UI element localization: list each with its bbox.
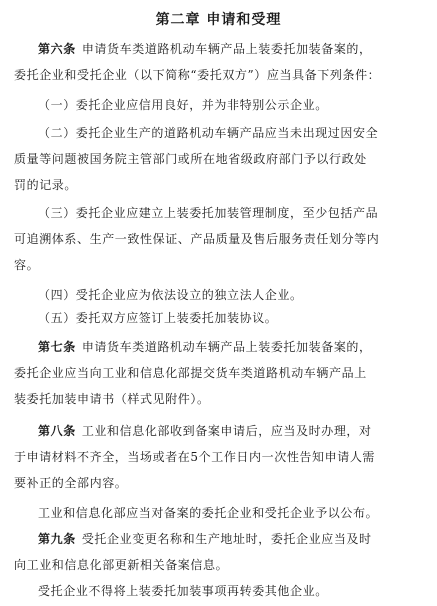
- article-9-paragraph-2-text: 受托企业不得将上装委托加装事项再转委其他企业。: [38, 584, 328, 598]
- article-6-item-3-line-2: 可追溯体系、生产一致性保证、产品质量及售后服务责任划分等内: [14, 232, 380, 246]
- article-6-item-5-text: （五）委托双方应签订上装委托加装协议。: [38, 311, 278, 325]
- article-9-line-2: 向工业和信息化部更新相关备案信息。: [14, 558, 229, 572]
- article-6-line-2: 委托企业和受托企业（以下简称“委托双方”）应当具备下列条件：: [14, 68, 381, 82]
- article-9-paragraph-2: [14, 578, 426, 604]
- article-8-line-2: 于申请材料不齐全，当场或者在5个工作日内一次性告知申请人需: [14, 450, 376, 464]
- article-6: [14, 36, 426, 88]
- article-6-line-1: [14, 36, 426, 62]
- article-6-item-5: [14, 305, 426, 331]
- article-8-paragraph-2: [14, 500, 426, 526]
- article-6-item-4-text: （四）受托企业应为依法设立的独立法人企业。: [38, 288, 303, 302]
- article-7-line-2: 委托企业应当向工业和信息化部提交货车类道路机动车辆产品上: [14, 366, 367, 380]
- article-7-line-1: [14, 334, 426, 360]
- article-7: [14, 334, 426, 412]
- article-6-item-1-text: （一）委托企业应信用良好，并为非特别公示企业。: [38, 98, 328, 112]
- article-9-text-1: 受托企业变更名称和生产地址时，委托企业应当及时: [81, 532, 372, 546]
- article-6-item-3-line-1: （三）委托企业应建立上装委托加装管理制度，至少包括产品: [38, 206, 379, 220]
- article-6-item-2-line-3: 罚的记录。: [14, 178, 78, 192]
- article-6-text-1: 申请货车类道路机动车辆产品上装委托加装备案的，: [81, 42, 372, 56]
- article-6-item-1: [14, 92, 426, 118]
- article-8-line-3: 要补正的全部内容。: [14, 476, 128, 490]
- article-8: [14, 418, 426, 496]
- article-9: [14, 526, 426, 578]
- article-8-line-1: [14, 418, 426, 444]
- article-9-label: 第九条: [38, 532, 76, 546]
- article-6-item-3: [14, 200, 426, 278]
- article-9-line-1: [14, 526, 426, 552]
- article-8-paragraph-2-text: 工业和信息化部应当对备案的委托企业和受托企业予以公布。: [38, 506, 379, 520]
- chapter-title: 第二章 申请和受理: [155, 12, 282, 28]
- article-6-item-2-line-2: 质量等问题被国务院主管部门或所在地省级政府部门予以行政处: [14, 152, 367, 166]
- article-8-label: 第八条: [38, 424, 76, 438]
- article-7-line-3: 装委托加装申请书（样式见附件）。: [14, 392, 210, 406]
- article-6-label: 第六条: [38, 42, 76, 56]
- article-6-item-2-line-1: （二）委托企业生产的道路机动车辆产品应当未出现过因安全: [38, 126, 379, 140]
- article-7-label: 第七条: [38, 340, 76, 354]
- article-6-item-3-line-3: 容。: [14, 258, 40, 272]
- article-7-text-1: 申请货车类道路机动车辆产品上装委托加装备案的，: [81, 340, 372, 354]
- article-6-item-2: [14, 120, 426, 198]
- article-8-text-1: 工业和信息化部收到备案申请后，应当及时办理，对: [81, 424, 372, 438]
